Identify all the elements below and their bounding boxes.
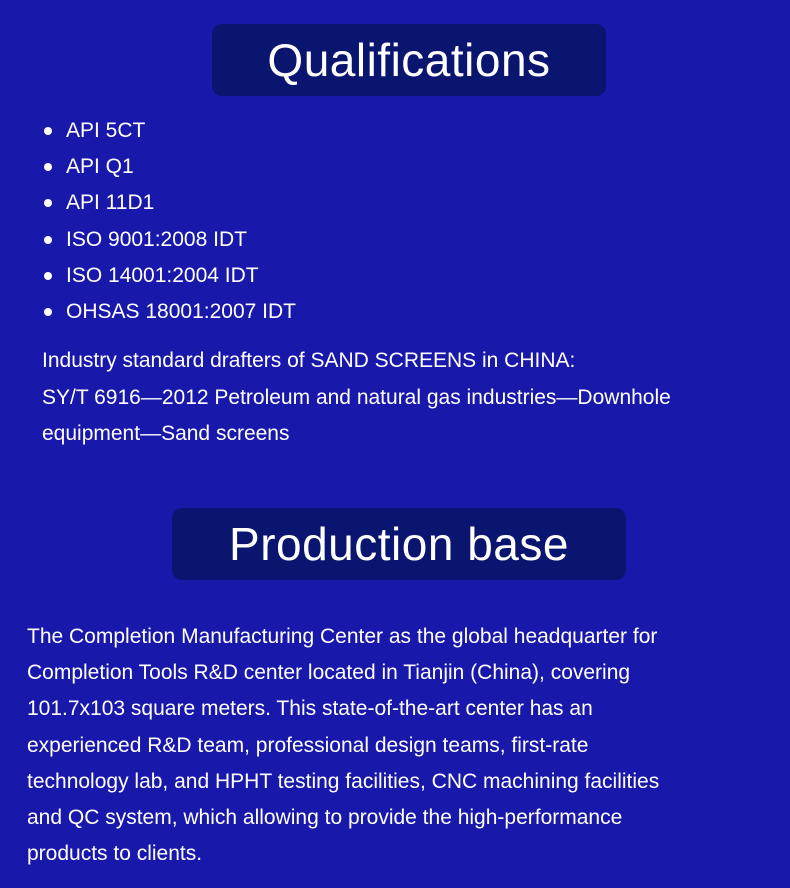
production-base-paragraph: [27, 619, 772, 872]
bullet-icon: [44, 308, 52, 316]
bullet-icon: [44, 127, 52, 135]
list-item: [44, 258, 296, 294]
paragraph-line: products to clients.: [27, 842, 203, 866]
list-item-label: ISO 14001:2004 IDT: [66, 263, 259, 287]
bullet-icon: [44, 163, 52, 171]
paragraph-line: The Completion Manufacturing Center as the global headquarter for: [27, 625, 658, 648]
paragraph-line: Completion Tools R&D center located in Tianjin (China), covering: [27, 661, 631, 685]
list-item-label: OHSAS 18001:2007 IDT: [66, 299, 296, 323]
paragraph-line: and QC system, which allowing to provide the high-performance: [27, 806, 623, 830]
standards-line: SY/T 6916—2012 Petroleum and natural gas industries—Downhole: [42, 385, 671, 409]
standards-line: Industry standard drafters of SAND SCREENS in CHINA:: [42, 349, 576, 372]
production-base-heading: [172, 508, 626, 580]
list-item: [44, 294, 296, 330]
bullet-icon: [44, 236, 52, 244]
qualifications-list: [44, 113, 296, 330]
qualifications-title: Qualifications: [267, 34, 551, 86]
list-item-label: API Q1: [66, 155, 134, 179]
list-item-label: API 11D1: [66, 191, 155, 215]
paragraph-line: technology lab, and HPHT testing facilities, CNC machining facilities: [27, 769, 660, 793]
production-base-title: Production base: [229, 518, 569, 570]
qualifications-heading: [212, 24, 606, 96]
list-item: [44, 185, 296, 221]
standards-paragraph: [42, 343, 782, 453]
list-item-label: ISO 9001:2008 IDT: [66, 227, 247, 251]
standards-line: equipment—Sand screens: [42, 422, 290, 445]
list-item: [44, 113, 296, 149]
list-item-label: API 5CT: [66, 119, 146, 142]
bullet-icon: [44, 272, 52, 280]
bullet-icon: [44, 199, 52, 207]
paragraph-line: 101.7x103 square meters. This state-of-the-art center has an: [27, 697, 593, 721]
list-item: [44, 149, 296, 185]
paragraph-line: experienced R&D team, professional design teams, first-rate: [27, 733, 589, 757]
list-item: [44, 222, 296, 258]
